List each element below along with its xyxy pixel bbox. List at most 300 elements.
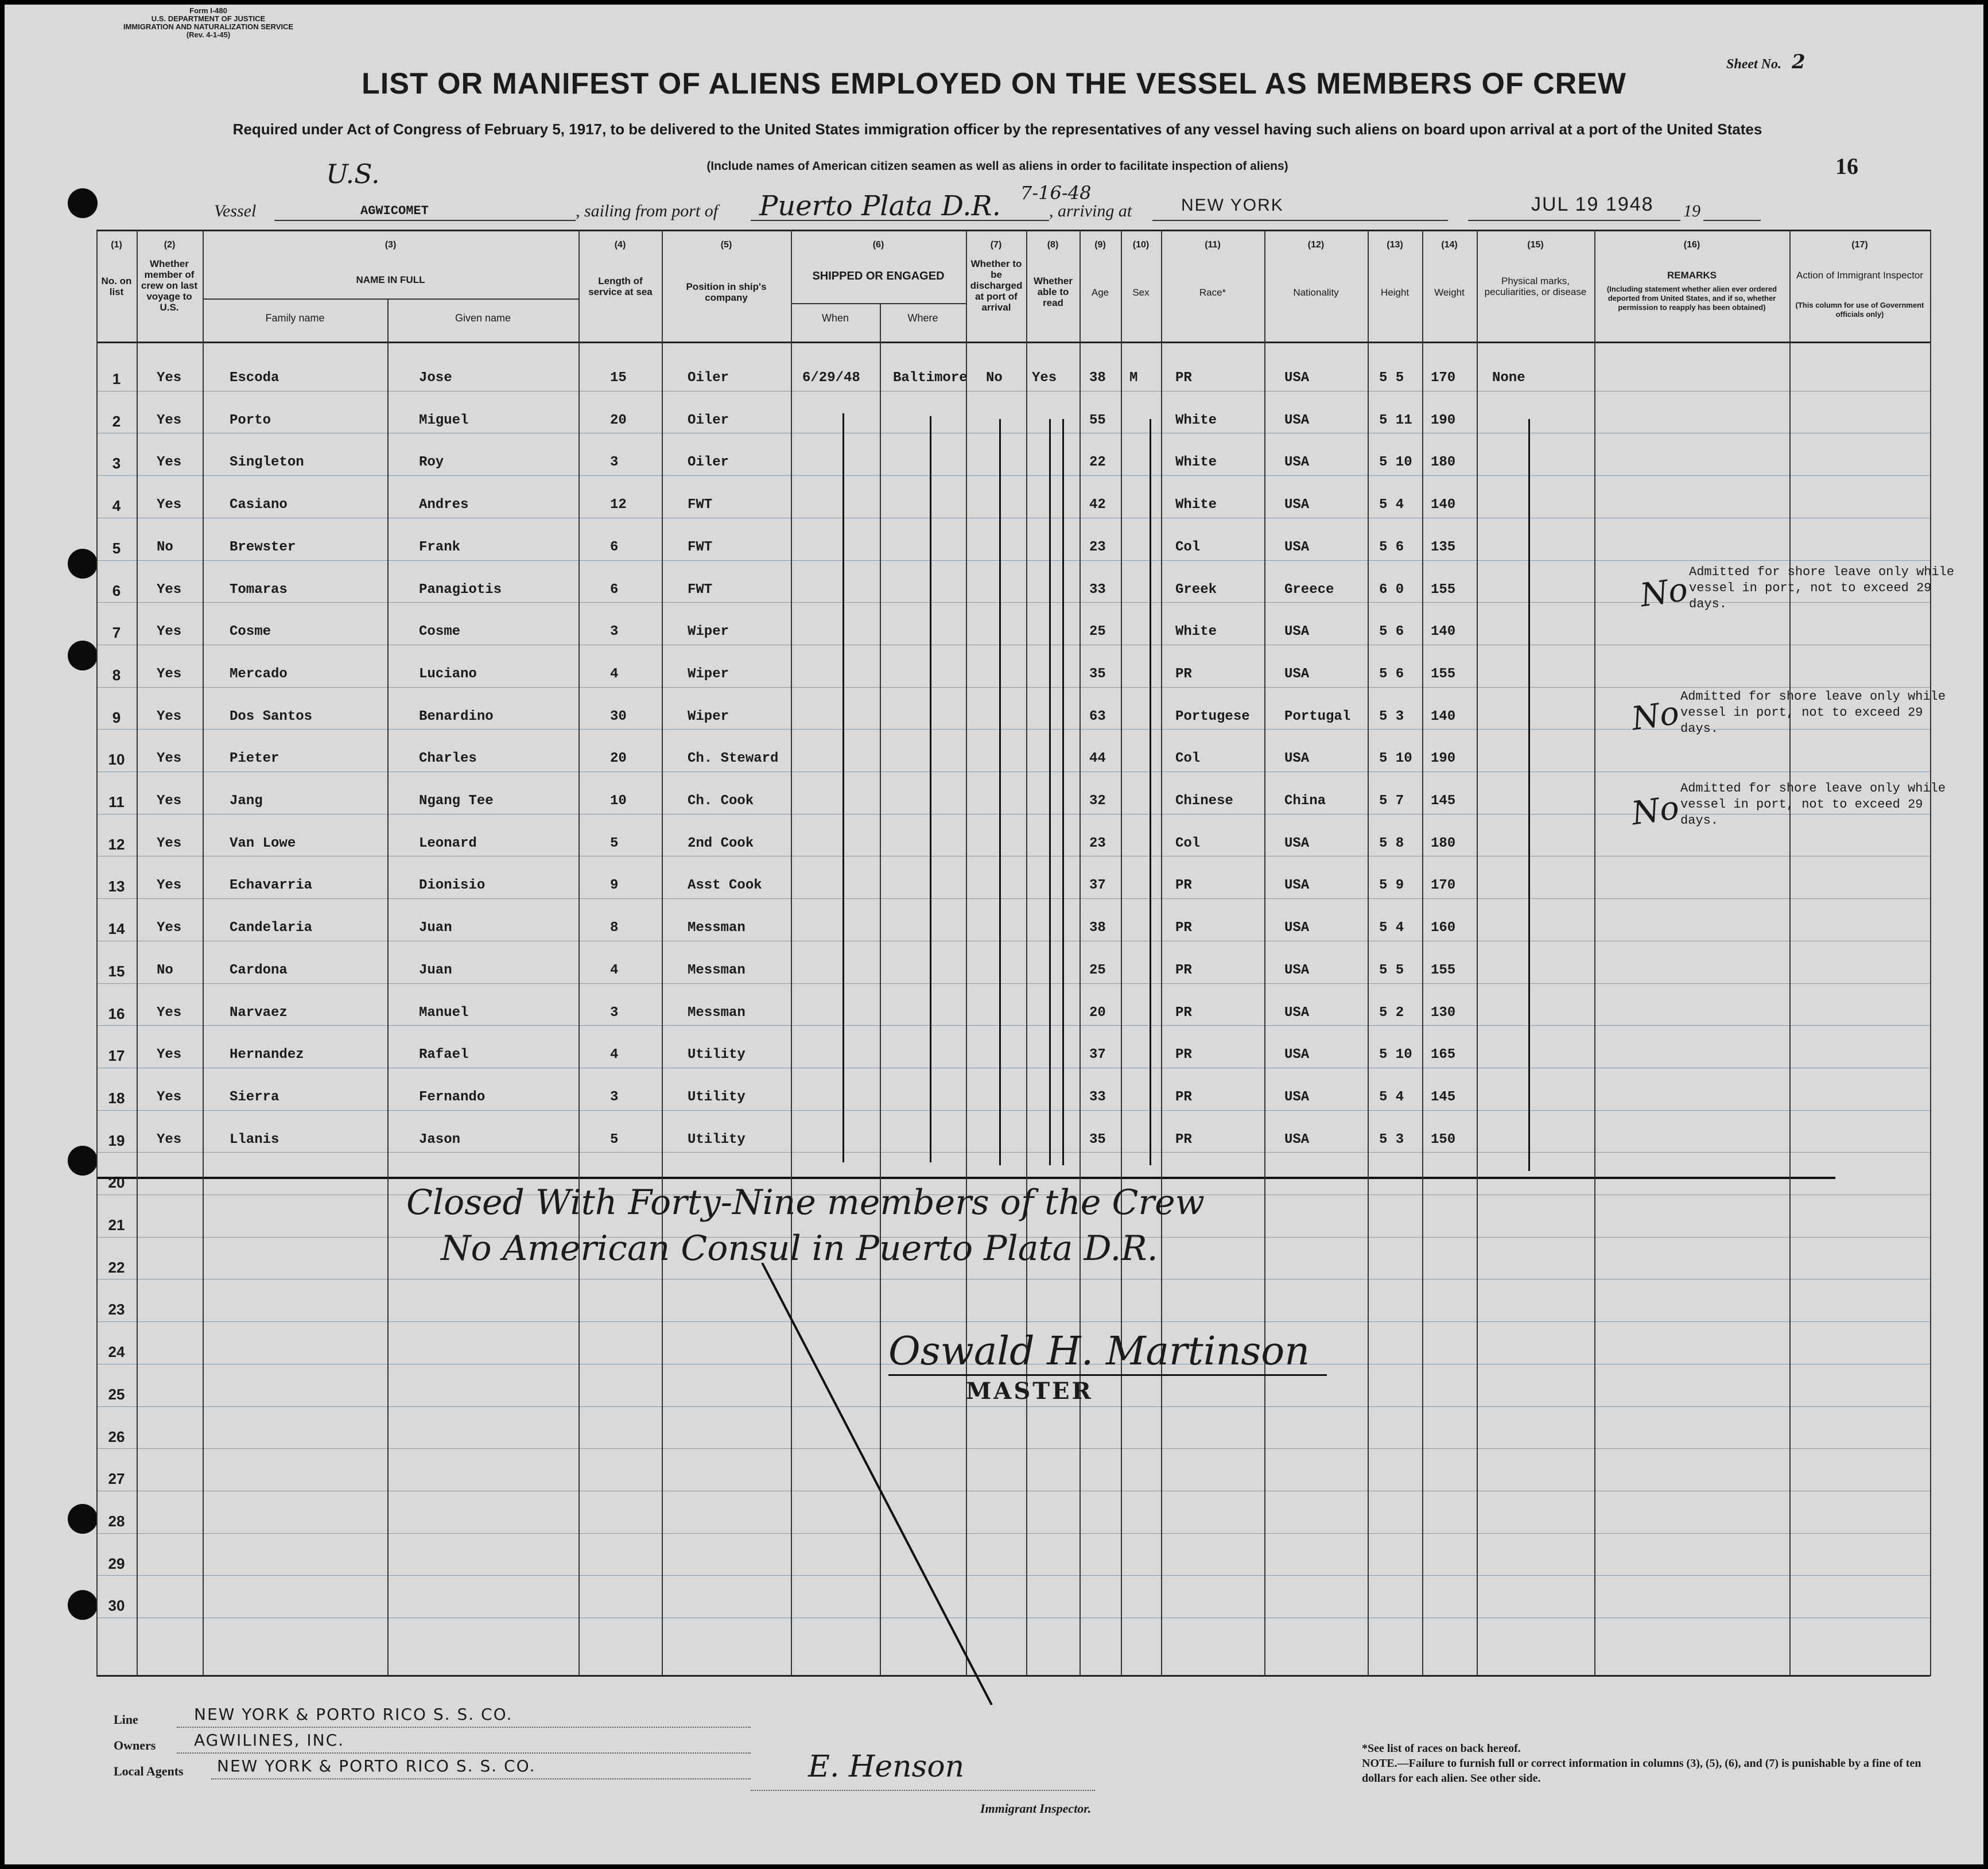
row-number: 22 <box>108 1258 125 1276</box>
cell-nat: USA <box>1284 751 1310 767</box>
cell-last: Yes <box>157 835 182 851</box>
row-number: 15 <box>108 962 125 980</box>
col-subheader: Given name <box>455 312 511 324</box>
fine-note: NOTE.—Failure to furnish full or correct information in columns (3), (5), (6), and (7) is punishable by a fine of ten dollars for each alien. See other side. <box>1362 1757 1921 1785</box>
col-subheader: Where <box>907 312 938 324</box>
cell-given: Luciano <box>419 666 477 682</box>
col-header: Whether to be discharged at port of arrival <box>970 258 1023 313</box>
cell-given: Ngang Tee <box>419 793 494 809</box>
cell-position: Ch. Steward <box>688 751 779 767</box>
col-num: (10) <box>1132 240 1150 250</box>
cell-ht: 5 4 <box>1379 497 1404 513</box>
cell-ht: 5 8 <box>1379 835 1404 851</box>
subtitle: Required under Act of Congress of February 5, 1917, to be delivered to the United States immigration officer by the representatives of any vessel having such aliens on board upon arrival at a port of the United States <box>232 121 1762 138</box>
row-number: 30 <box>108 1597 125 1615</box>
race-note: *See list of races on back hereof. <box>1362 1742 1521 1755</box>
cell-given: Frank <box>419 539 461 555</box>
cell-nat: USA <box>1284 835 1310 851</box>
cell-service: 5 <box>610 835 619 851</box>
col-num: (2) <box>164 240 176 250</box>
cell-last: No <box>157 962 173 978</box>
cell-service: 20 <box>610 751 627 767</box>
cell-race: Col <box>1175 835 1201 851</box>
cell-position: Ch. Cook <box>688 793 754 809</box>
cell-given: Jose <box>419 370 452 386</box>
cell-position: Utility <box>688 1131 746 1147</box>
row-number: 14 <box>108 920 125 938</box>
cell-position: Oiler <box>688 455 729 471</box>
closing-line-1: Closed With Forty-Nine members of the Crew <box>406 1182 1205 1223</box>
cell-last: Yes <box>157 1131 182 1147</box>
arriving-label: , arriving at <box>1049 201 1132 220</box>
col-header: REMARKS <box>1667 270 1717 281</box>
row-number: 18 <box>108 1089 125 1107</box>
cell-race: Col <box>1175 539 1201 555</box>
col-subheader: Family name <box>265 312 325 324</box>
col-header: No. on list <box>101 276 132 297</box>
cell-family: Tomaras <box>230 581 288 598</box>
cell-last: Yes <box>157 878 182 894</box>
col-num: (3) <box>385 240 397 250</box>
row-number: 23 <box>108 1301 125 1319</box>
cell-last: Yes <box>157 1005 182 1021</box>
cell-service: 6 <box>610 581 619 598</box>
col-header: Whether member of crew on last voyage to U.S. <box>141 258 198 313</box>
cell-nat: USA <box>1284 878 1310 894</box>
col-header: Race* <box>1199 287 1226 298</box>
row-number: 28 <box>108 1512 125 1530</box>
row-number: 25 <box>108 1385 125 1403</box>
vessel-name: AGWICOMET <box>360 204 429 218</box>
cell-family: Echavarria <box>230 878 313 894</box>
row-number: 9 <box>112 708 121 726</box>
agents-value: NEW YORK & PORTO RICO S. S. CO. <box>217 1756 536 1775</box>
cell-wt: 180 <box>1431 835 1456 851</box>
cell-last: Yes <box>157 1047 182 1063</box>
cell-last: No <box>157 539 173 555</box>
cell-wt: 165 <box>1431 1047 1456 1063</box>
cell-position: Utility <box>688 1089 746 1105</box>
cell-family: Singleton <box>230 455 304 471</box>
cell-wt: 170 <box>1431 370 1456 386</box>
cell-given: Leonard <box>419 835 477 851</box>
col-num: (14) <box>1441 240 1458 250</box>
cell-service: 9 <box>610 878 619 894</box>
cell-wt: 180 <box>1431 455 1456 471</box>
cell-nat: USA <box>1284 539 1310 555</box>
cell-race: PR <box>1175 920 1192 936</box>
row-number: 17 <box>108 1047 125 1065</box>
cell-wt: 140 <box>1431 624 1456 640</box>
line-label: Line <box>114 1712 138 1727</box>
owners-value: AGWILINES, INC. <box>194 1731 345 1750</box>
sheet-label: Sheet No. <box>1726 57 1781 72</box>
cell-wt: 155 <box>1431 666 1456 682</box>
remark-shore-leave: Admitted for shore leave only while vessel in port, not to exceed 29 days. <box>1689 565 1955 611</box>
cell-last: Yes <box>157 624 182 640</box>
cell-nat: Portugal <box>1284 708 1351 724</box>
cell-wt: 155 <box>1431 962 1456 978</box>
col-subheader: When <box>821 312 849 324</box>
cell-when: 6/29/48 <box>802 370 860 386</box>
cell-age: 32 <box>1089 793 1106 809</box>
agents-label: Local Agents <box>114 1764 184 1778</box>
cell-nat: USA <box>1284 1131 1310 1147</box>
row-number: 19 <box>108 1131 125 1149</box>
cell-ht: 5 6 <box>1379 539 1404 555</box>
cell-wt: 135 <box>1431 539 1456 555</box>
col-num: (4) <box>614 240 626 250</box>
cell-age: 38 <box>1089 370 1106 386</box>
row-number: 21 <box>108 1216 125 1234</box>
cell-position: FWT <box>688 581 713 598</box>
cell-position: Asst Cook <box>688 878 762 894</box>
cell-given: Rafael <box>419 1047 469 1063</box>
cell-last: Yes <box>157 497 182 513</box>
remark-mark: No <box>1629 789 1682 833</box>
cell-ht: 5 4 <box>1379 920 1404 936</box>
master-signature: Oswald H. Martinson <box>888 1329 1327 1376</box>
cell-wt: 155 <box>1431 581 1456 598</box>
col-header: Position in ship's company <box>686 281 767 303</box>
cell-service: 3 <box>610 1089 619 1105</box>
cell-last: Yes <box>157 920 182 936</box>
row-number: 26 <box>108 1428 125 1445</box>
cell-race: Portugese <box>1175 708 1250 724</box>
cell-age: 23 <box>1089 835 1106 851</box>
cell-race: Col <box>1175 751 1201 767</box>
cell-last: Yes <box>157 793 182 809</box>
inspector-signature: E. Henson <box>808 1750 965 1784</box>
cell-nat: USA <box>1284 412 1310 428</box>
row-number: 1 <box>112 370 121 387</box>
cell-wt: 150 <box>1431 1131 1456 1147</box>
cell-position: Oiler <box>688 370 729 386</box>
cell-given: Roy <box>419 455 444 471</box>
cell-service: 30 <box>610 708 627 724</box>
cell-family: Casiano <box>230 497 288 513</box>
cell-nat: USA <box>1284 920 1310 936</box>
cell-race: PR <box>1175 962 1192 978</box>
revision: (Rev. 4-1-45) <box>186 30 231 39</box>
cell-race: White <box>1175 497 1217 513</box>
col-subheader: (Including statement whether alien ever ordered deported from United States, and if so, whether permission to reapply has been obtained) <box>1606 285 1777 312</box>
cell-ht: 6 0 <box>1379 581 1404 598</box>
cell-service: 20 <box>610 412 627 428</box>
cell-age: 63 <box>1089 708 1106 724</box>
sailing-date: 7-16-48 <box>1020 182 1092 204</box>
cell-position: Messman <box>688 1005 746 1021</box>
cell-family: Porto <box>230 412 271 428</box>
row-number: 29 <box>108 1554 125 1572</box>
cell-last: Yes <box>157 1089 182 1105</box>
include-note: (Include names of American citizen seamen as well as aliens in order to facilitate inspection of aliens) <box>706 160 1288 173</box>
row-number: 5 <box>112 539 121 557</box>
cell-race: PR <box>1175 370 1192 386</box>
cell-race: PR <box>1175 1047 1192 1063</box>
cell-nat: USA <box>1284 666 1310 682</box>
cell-family: Van Lowe <box>230 835 296 851</box>
cell-given: Juan <box>419 920 452 936</box>
remark-mark: No <box>1637 571 1690 615</box>
cell-family: Pieter <box>230 751 279 767</box>
cell-wt: 140 <box>1431 708 1456 724</box>
sailing-label: , sailing from port of <box>576 201 719 220</box>
cell-given: Miguel <box>419 412 469 428</box>
row-number: 11 <box>108 793 125 811</box>
col-num: (8) <box>1047 240 1059 250</box>
form-number: Form I-480 <box>189 6 227 15</box>
cell-service: 5 <box>610 1131 619 1147</box>
cell-age: 38 <box>1089 920 1106 936</box>
cell-age: 55 <box>1089 412 1106 428</box>
closing-line-2: No American Consul in Puerto Plata D.R. <box>441 1228 1158 1269</box>
cell-age: 42 <box>1089 497 1106 513</box>
year-label: 19 <box>1683 201 1700 220</box>
cell-age: 35 <box>1089 666 1106 682</box>
voyage-line <box>5 182 1983 223</box>
col-header: Length of service at sea <box>588 276 653 297</box>
cell-service: 4 <box>610 1047 619 1063</box>
service-name: IMMIGRATION AND NATURALIZATION SERVICE <box>123 22 294 31</box>
cell-position: Messman <box>688 962 746 978</box>
us-handwriting: U.S. <box>326 158 380 189</box>
cell-position: Messman <box>688 920 746 936</box>
cell-family: Sierra <box>230 1089 279 1105</box>
cell-given: Cosme <box>419 624 461 640</box>
col-subheader: (This column for use of Government officials only) <box>1795 301 1924 319</box>
cell-position: FWT <box>688 497 713 513</box>
cell-position: 2nd Cook <box>688 835 754 851</box>
row-number: 2 <box>112 412 121 430</box>
cell-ht: 5 10 <box>1379 751 1412 767</box>
line-value: NEW YORK & PORTO RICO S. S. CO. <box>194 1705 513 1724</box>
col-num: (5) <box>720 240 732 250</box>
col-num: (13) <box>1387 240 1403 250</box>
col-header: Height <box>1380 287 1410 298</box>
cell-wt: 190 <box>1431 751 1456 767</box>
cell-nat: USA <box>1284 624 1310 640</box>
cell-position: Wiper <box>688 624 729 640</box>
col-header: Age <box>1091 287 1109 298</box>
cell-service: 3 <box>610 455 619 471</box>
cell-race: PR <box>1175 1131 1192 1147</box>
remark-shore-leave: Admitted for shore leave only while vessel in port, not to exceed 29 days. <box>1680 781 1946 828</box>
col-header: NAME IN FULL <box>356 274 425 285</box>
cell-ht: 5 3 <box>1379 708 1404 724</box>
sheet-value: 2 <box>1792 51 1805 73</box>
cell-family: Cardona <box>230 962 288 978</box>
cell-ht: 5 6 <box>1379 666 1404 682</box>
cell-age: 25 <box>1089 624 1106 640</box>
cell-service: 15 <box>610 370 627 386</box>
arrival-date-stamp: JUL 19 1948 <box>1531 193 1654 215</box>
row-number: 6 <box>112 581 121 599</box>
cell-position: Utility <box>688 1047 746 1063</box>
col-header: Action of Immigrant Inspector <box>1796 270 1924 281</box>
cell-given: Juan <box>419 962 452 978</box>
cell-race: PR <box>1175 1005 1192 1021</box>
col-num: (6) <box>872 240 884 250</box>
cell-position: Oiler <box>688 412 729 428</box>
cell-ht: 5 4 <box>1379 1089 1404 1105</box>
cell-race: White <box>1175 455 1217 471</box>
cell-family: Jang <box>230 793 263 809</box>
cell-service: 4 <box>610 666 619 682</box>
cell-family: Candelaria <box>230 920 313 936</box>
cell-last: Yes <box>157 455 182 471</box>
owners-label: Owners <box>114 1738 156 1752</box>
cell-ht: 5 5 <box>1379 370 1404 386</box>
col-num: (9) <box>1094 240 1106 250</box>
cell-position: Wiper <box>688 708 729 724</box>
cell-nat: USA <box>1284 497 1310 513</box>
cell-given: Manuel <box>419 1005 469 1021</box>
cell-ht: 5 2 <box>1379 1005 1404 1021</box>
cell-race: White <box>1175 412 1217 428</box>
cell-age: 37 <box>1089 1047 1106 1063</box>
cell-family: Hernandez <box>230 1047 304 1063</box>
cell-family: Dos Santos <box>230 708 313 724</box>
col-num: (1) <box>111 240 122 250</box>
cell-nat: Greece <box>1284 581 1334 598</box>
col-header: Sex <box>1132 287 1150 298</box>
form-identifier <box>105 7 312 39</box>
cell-ht: 5 11 <box>1379 412 1412 428</box>
col-num: (11) <box>1205 240 1221 250</box>
row-number: 16 <box>108 1005 125 1022</box>
cell-nat: USA <box>1284 1005 1310 1021</box>
col-header: Whether able to read <box>1034 276 1073 308</box>
cell-nat: USA <box>1284 1047 1310 1063</box>
cell-nat: USA <box>1284 370 1310 386</box>
cell-ht: 5 10 <box>1379 455 1412 471</box>
cell-last: Yes <box>157 412 182 428</box>
col-num: (12) <box>1307 240 1325 250</box>
cell-service: 3 <box>610 1005 619 1021</box>
cell-family: Brewster <box>230 539 296 555</box>
cell-marks: None <box>1492 370 1525 386</box>
page-title: LIST OR MANIFEST OF ALIENS EMPLOYED ON THE VESSEL AS MEMBERS OF CREW <box>362 67 1626 100</box>
cell-service: 3 <box>610 624 619 640</box>
inspector-label: Immigrant Inspector. <box>980 1801 1092 1816</box>
cell-given: Andres <box>419 497 469 513</box>
cell-age: 23 <box>1089 539 1106 555</box>
cell-ht: 5 3 <box>1379 1131 1404 1147</box>
cell-age: 37 <box>1089 878 1106 894</box>
cell-ht: 5 10 <box>1379 1047 1412 1063</box>
cell-given: Charles <box>419 751 477 767</box>
row-number: 3 <box>112 455 121 472</box>
cell-wt: 140 <box>1431 497 1456 513</box>
row-number: 24 <box>108 1343 125 1361</box>
col-header: Weight <box>1434 287 1465 298</box>
cell-last: Yes <box>157 666 182 682</box>
row-number: 10 <box>108 751 125 769</box>
department: U.S. DEPARTMENT OF JUSTICE <box>151 14 266 23</box>
footer-note <box>1362 1741 1936 1786</box>
cell-race: Chinese <box>1175 793 1233 809</box>
cell-disch: No <box>986 370 1003 386</box>
cell-given: Panagiotis <box>419 581 502 598</box>
cell-ht: 5 7 <box>1379 793 1404 809</box>
remark-shore-leave: Admitted for shore leave only while vessel in port, not to exceed 29 days. <box>1680 689 1946 736</box>
cell-age: 44 <box>1089 751 1106 767</box>
row-number: 13 <box>108 878 125 895</box>
crew-table <box>5 230 1983 1676</box>
page-number: 16 <box>1835 153 1858 179</box>
cell-nat: USA <box>1284 455 1310 471</box>
cell-age: 20 <box>1089 1005 1106 1021</box>
cell-ht: 5 9 <box>1379 878 1404 894</box>
cell-age: 22 <box>1089 455 1106 471</box>
cell-age: 25 <box>1089 962 1106 978</box>
cell-wt: 145 <box>1431 1089 1456 1105</box>
cell-last: Yes <box>157 751 182 767</box>
cell-nat: USA <box>1284 962 1310 978</box>
arriving-port: NEW YORK <box>1181 196 1284 215</box>
cell-service: 8 <box>610 920 619 936</box>
col-num: (15) <box>1527 240 1544 250</box>
cell-given: Fernando <box>419 1089 486 1105</box>
cell-race: White <box>1175 624 1217 640</box>
remark-mark: No <box>1629 694 1682 738</box>
row-number: 7 <box>112 624 121 642</box>
sailing-port: Puerto Plata D.R. <box>759 190 1001 222</box>
cell-given: Jason <box>419 1131 461 1147</box>
cell-age: 33 <box>1089 581 1106 598</box>
cell-ht: 5 5 <box>1379 962 1404 978</box>
cell-family: Escoda <box>230 370 279 386</box>
row-number: 20 <box>108 1174 125 1192</box>
cell-service: 4 <box>610 962 619 978</box>
cell-nat: USA <box>1284 1089 1310 1105</box>
row-number: 27 <box>108 1470 125 1488</box>
cell-family: Llanis <box>230 1131 279 1147</box>
cell-given: Benardino <box>419 708 494 724</box>
cell-position: Wiper <box>688 666 729 682</box>
cell-race: PR <box>1175 1089 1192 1105</box>
row-number: 4 <box>112 497 121 515</box>
manifest-page <box>5 5 1983 1864</box>
cell-wt: 130 <box>1431 1005 1456 1021</box>
cell-wt: 160 <box>1431 920 1456 936</box>
cell-read: Yes <box>1032 370 1057 386</box>
cell-nat: China <box>1284 793 1326 809</box>
cell-age: 33 <box>1089 1089 1106 1105</box>
col-num: (7) <box>990 240 1002 250</box>
cell-where: Baltimore <box>893 370 968 386</box>
cell-last: Yes <box>157 708 182 724</box>
cell-race: Greek <box>1175 581 1217 598</box>
cell-last: Yes <box>157 581 182 598</box>
cell-race: PR <box>1175 878 1192 894</box>
vessel-label: Vessel <box>214 201 257 220</box>
row-number: 8 <box>112 666 121 684</box>
col-header: Nationality <box>1293 287 1339 298</box>
cell-wt: 145 <box>1431 793 1456 809</box>
cell-wt: 190 <box>1431 412 1456 428</box>
col-header: Physical marks, peculiarities, or disease <box>1484 276 1587 297</box>
cell-position: FWT <box>688 539 713 555</box>
cell-service: 10 <box>610 793 627 809</box>
col-header: SHIPPED OR ENGAGED <box>812 270 945 282</box>
cell-last: Yes <box>157 370 182 386</box>
cell-wt: 170 <box>1431 878 1456 894</box>
cell-sex: M <box>1129 370 1138 386</box>
master-title: MASTER <box>966 1378 1093 1405</box>
col-num: (17) <box>1851 240 1868 250</box>
